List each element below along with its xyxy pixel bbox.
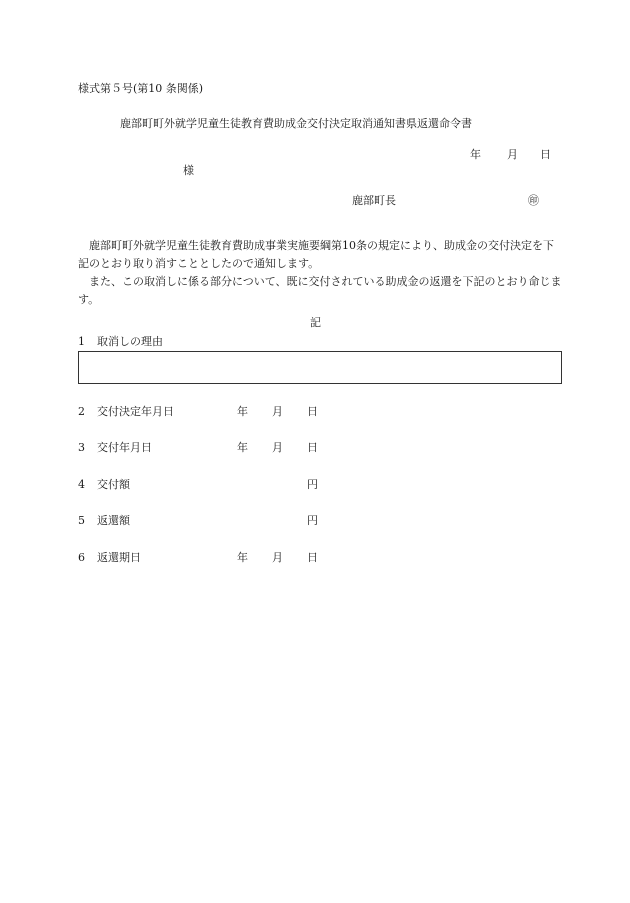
- item-2-day: 日: [307, 405, 318, 418]
- date-year: 年: [470, 148, 481, 161]
- item-2-year: 年: [237, 405, 248, 418]
- item-6-label: 返還期日: [97, 551, 141, 564]
- item-5-number: 5: [78, 514, 85, 527]
- item-2-number: 2: [78, 405, 85, 418]
- reason-box: [78, 351, 562, 384]
- item-6-day: 日: [307, 551, 318, 564]
- ki-heading: 記: [310, 316, 321, 329]
- item-3-number: 3: [78, 441, 85, 454]
- seal-mark: ㊞: [528, 194, 539, 207]
- issuer-name: 鹿部町長: [352, 194, 396, 207]
- item-3-month: 月: [272, 441, 283, 454]
- item-6-year: 年: [237, 551, 248, 564]
- body-paragraph-1: 鹿部町町外就学児童生徒教育費助成事業実施要綱第10条の規定により、助成金の交付決定を下記のとおり取り消すこととしたので通知します。: [78, 239, 554, 270]
- document-title: 鹿部町町外就学児童生徒教育費助成金交付決定取消通知書県返還命令書: [120, 117, 472, 130]
- addressee-suffix: 様: [183, 164, 194, 177]
- item-1-label: 取消しの理由: [97, 335, 163, 348]
- item-5-label: 返還額: [97, 514, 130, 527]
- item-4-unit: 円: [307, 478, 318, 491]
- body-paragraph-2: また、この取消しに係る部分について、既に交付されている助成金の返還を下記のとおり命じます。: [78, 275, 562, 306]
- item-5-unit: 円: [307, 514, 318, 527]
- item-3-label: 交付年月日: [97, 441, 152, 454]
- item-6-month: 月: [272, 551, 283, 564]
- item-2-month: 月: [272, 405, 283, 418]
- item-4-label: 交付額: [97, 478, 130, 491]
- item-1-number: 1: [78, 335, 85, 348]
- date-day: 日: [540, 148, 551, 161]
- form-number: 様式第５号(第10 条関係): [78, 82, 204, 95]
- item-6-number: 6: [78, 551, 85, 564]
- item-3-day: 日: [307, 441, 318, 454]
- item-2-label: 交付決定年月日: [97, 405, 174, 418]
- item-3-year: 年: [237, 441, 248, 454]
- item-4-number: 4: [78, 478, 85, 491]
- date-month: 月: [507, 148, 518, 161]
